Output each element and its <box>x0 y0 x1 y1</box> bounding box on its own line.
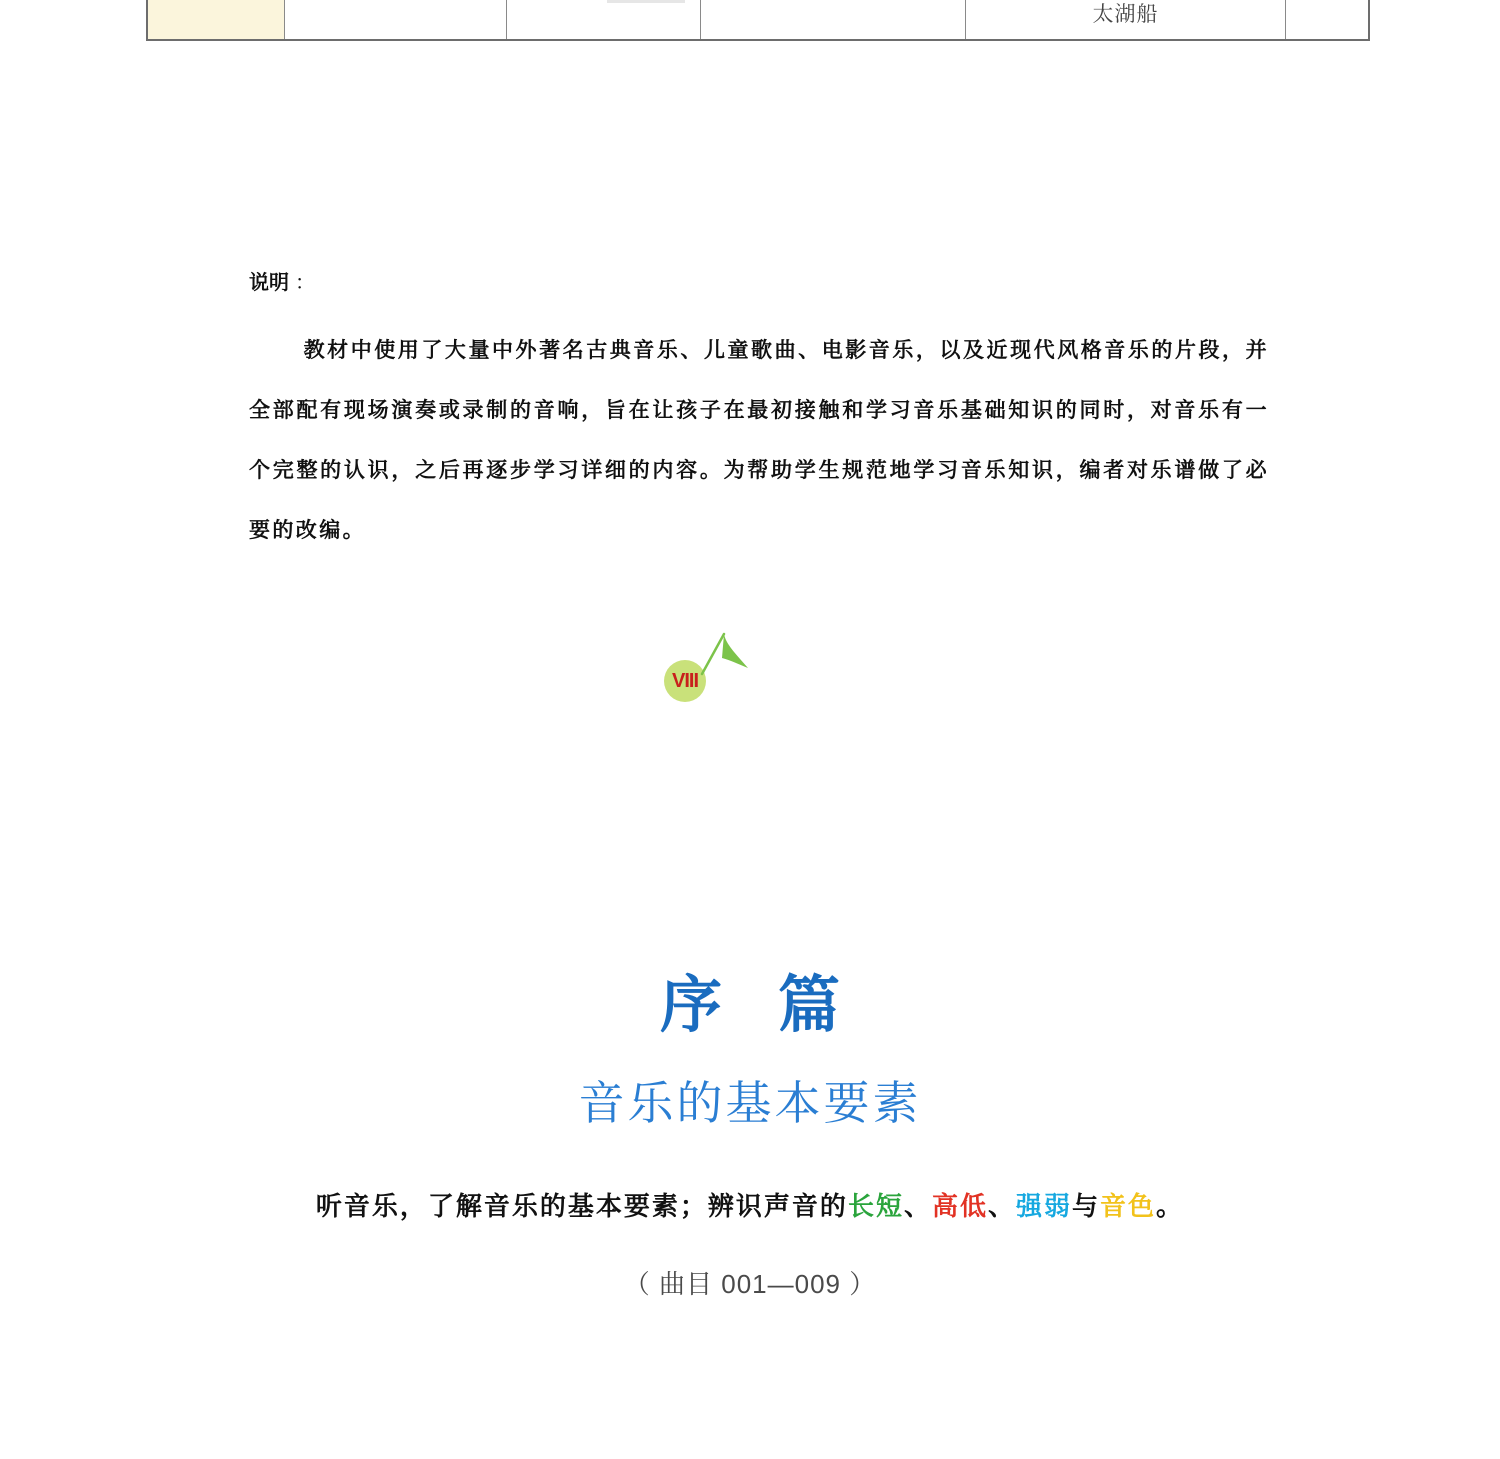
note-stem <box>702 634 724 674</box>
note-title-text: 说明 <box>249 270 289 294</box>
table-fragment <box>146 0 1370 41</box>
section-description <box>0 1185 1500 1229</box>
term-dynamics: 强弱 <box>1016 1192 1073 1222</box>
table-cell <box>285 0 507 39</box>
desc-separator: 、 <box>903 1192 932 1222</box>
desc-prefix: 听音乐，了解音乐的基本要素；辨识声音的 <box>315 1192 848 1222</box>
table-cell-text: 太湖船 <box>1092 2 1159 26</box>
note-flag <box>722 634 748 668</box>
page-number-badge <box>662 630 752 705</box>
term-length: 长短 <box>847 1192 904 1222</box>
section-subtitle: 音乐的基本要素 <box>578 1076 922 1130</box>
term-timbre: 音色 <box>1100 1192 1157 1222</box>
table-cell <box>148 0 285 39</box>
faint-mark <box>607 0 685 3</box>
note-title-colon: ： <box>295 270 315 294</box>
term-pitch: 高低 <box>931 1192 988 1222</box>
section-title: 序篇 <box>659 968 896 1041</box>
note-body: 教材中使用了大量中外著名古典音乐、儿童歌曲、电影音乐，以及近现代风格音乐的片段，并全部配有现场演奏或录制的音响，旨在让孩子在最初接触和学习音乐基础知识的同时，对音乐有一个完整的认识，之后再逐步学习详细的内容。为帮助学生规范地学习音乐知识，编者对乐谱做了必要的改编。 <box>249 338 1269 542</box>
table-cell <box>507 0 701 39</box>
note-title <box>249 262 1269 302</box>
table-cell <box>1286 0 1368 39</box>
desc-connector: 与 <box>1072 1192 1101 1222</box>
desc-end: 。 <box>1156 1192 1185 1222</box>
explanation-note <box>249 262 1269 560</box>
page-number: VIII <box>671 670 698 692</box>
music-note-icon <box>662 630 752 705</box>
table-cell <box>701 0 966 39</box>
desc-separator: 、 <box>987 1192 1016 1222</box>
table-cell <box>966 0 1286 39</box>
track-range: （ 曲目 001—009 ） <box>623 1269 877 1299</box>
